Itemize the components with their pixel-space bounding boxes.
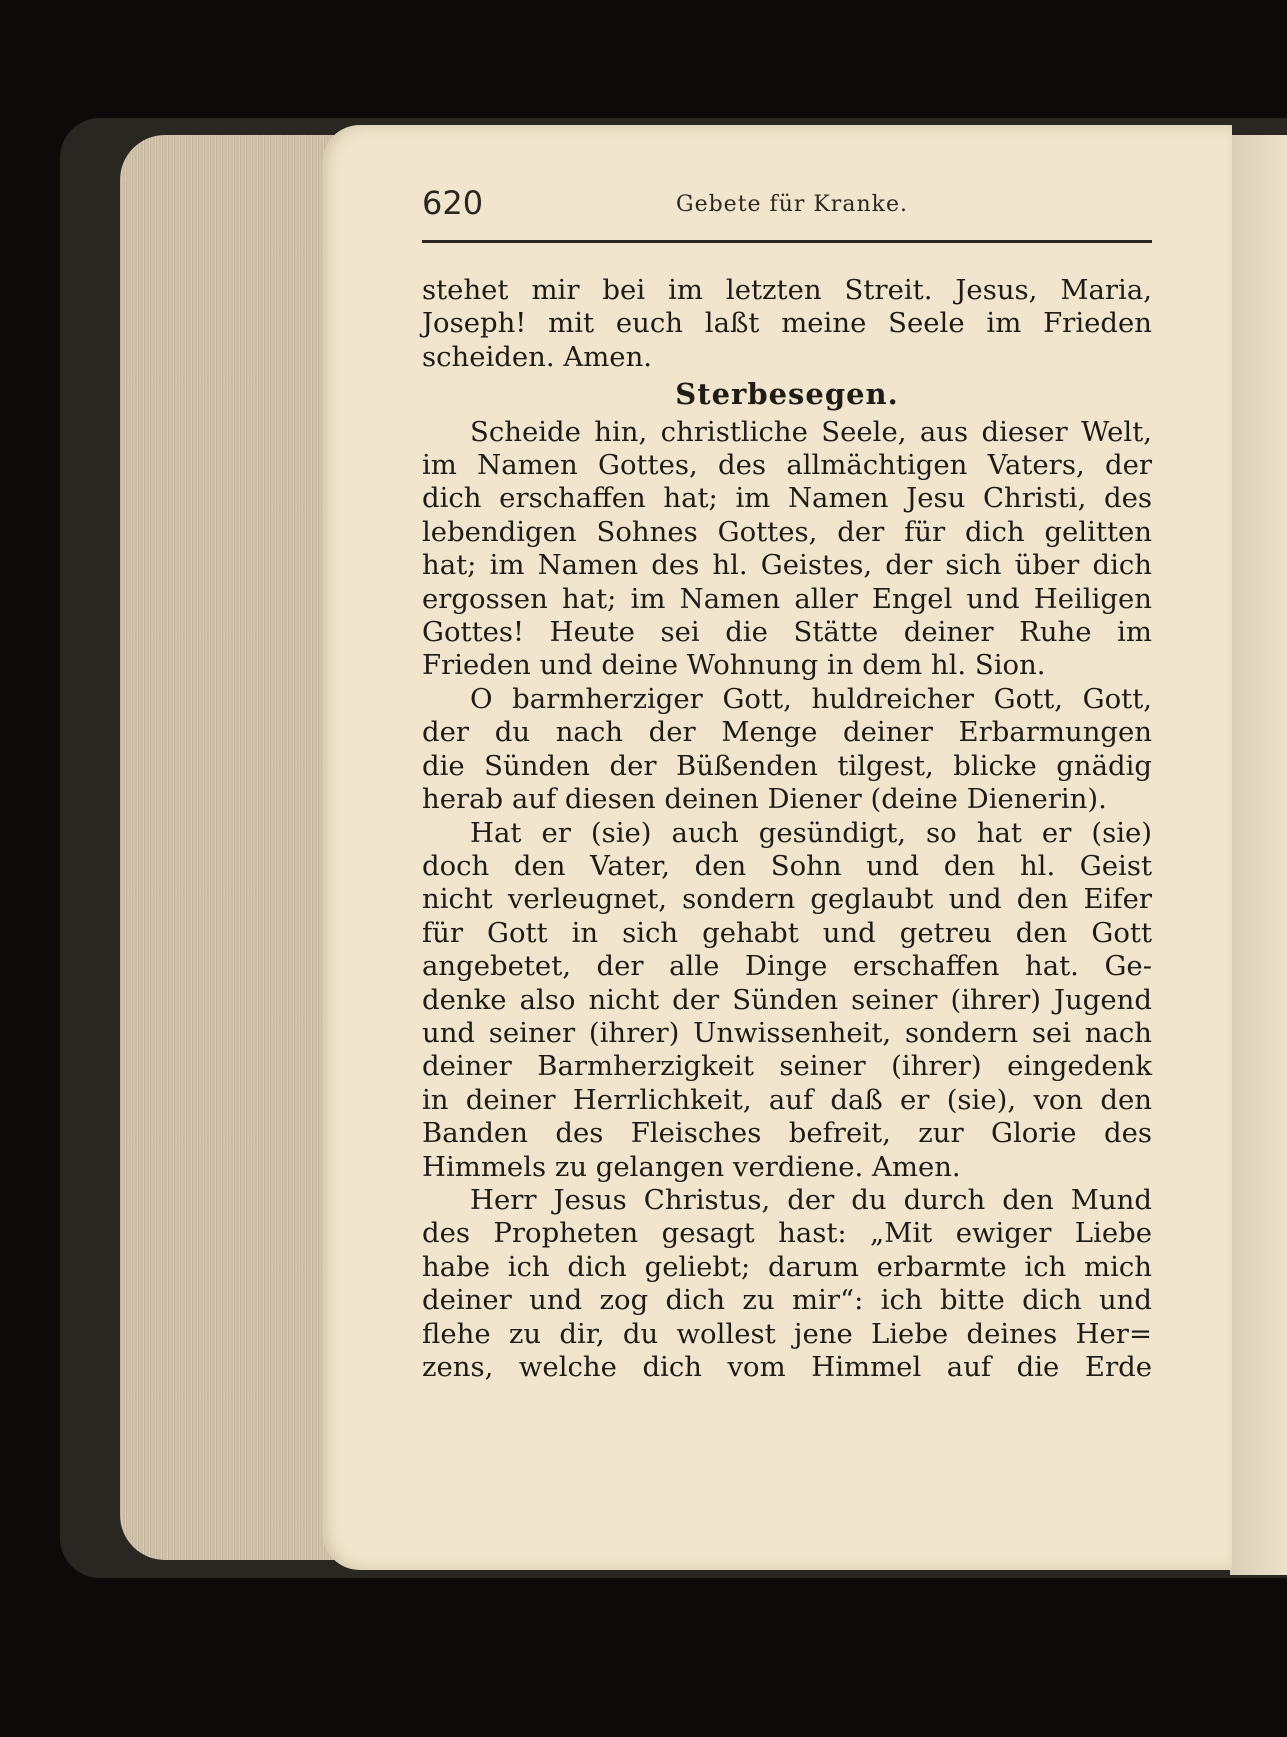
header-rule [422, 240, 1152, 243]
text-line: Frieden und deine Wohnung in dem hl. Sion. [422, 649, 1046, 682]
text-line: O barmherziger Gott, huldreicher Gott, Gott, [470, 682, 1152, 715]
text-line: Hat er (sie) auch gesündigt, so hat er (sie) [470, 816, 1152, 849]
text-line: der du nach der Menge deiner Erbarmungen [422, 716, 1152, 749]
text-line: Herr Jesus Christus, der du durch den Mund [470, 1183, 1152, 1216]
facing-page-edge [1230, 135, 1287, 1575]
text-line: dich erschaffen hat; im Namen Jesu Christi, des [422, 482, 1152, 515]
paragraph-5 [422, 1184, 1152, 1384]
page-number: 620 [422, 184, 484, 222]
text-line: deiner und zog dich zu mir“: ich bitte dich und [422, 1284, 1152, 1317]
page-header [422, 184, 1152, 234]
text-line: zens, welche dich vom Himmel auf die Erde [422, 1351, 1152, 1383]
text-line: in deiner Herrlichkeit, auf daß er (sie), von den [422, 1083, 1152, 1116]
text-line: Gottes! Heute sei die Stätte deiner Ruhe im [422, 616, 1152, 649]
running-title: Gebete für Kranke. [676, 192, 908, 217]
text-line: im Namen Gottes, des allmächtigen Vaters, der [422, 449, 1152, 482]
section-heading: Sterbesegen. [675, 377, 899, 412]
text-line: herab auf diesen deinen Diener (deine Dienerin). [422, 783, 1107, 816]
paragraph-1 [422, 274, 1152, 374]
paragraph-4 [422, 817, 1152, 1184]
text-line: Himmels zu gelangen verdiene. Amen. [422, 1150, 961, 1183]
text-line: Joseph! mit euch laßt meine Seele im Frieden [422, 307, 1152, 340]
paragraph-3 [422, 683, 1152, 817]
text-line: deiner Barmherzigkeit seiner (ihrer) eingedenk [422, 1050, 1152, 1083]
text-line: ergossen hat; im Namen aller Engel und Heiligen [422, 582, 1152, 615]
text-line: hat; im Namen des hl. Geistes, der sich über dich [422, 549, 1152, 582]
text-line: lebendigen Sohnes Gottes, der für dich gelitten [422, 515, 1152, 548]
page-body [422, 274, 1152, 1384]
text-line: für Gott in sich gehabt und getreu den Gott [422, 916, 1152, 949]
text-line: nicht verleugnet, sondern geglaubt und den Eifer [422, 883, 1152, 916]
text-line: angebetet, der alle Dinge erschaffen hat. Ge- [422, 950, 1152, 983]
text-line: und seiner (ihrer) Unwissenheit, sondern sei nach [422, 1016, 1152, 1049]
text-line: des Propheten gesagt hast: „Mit ewiger Liebe [422, 1217, 1152, 1250]
text-line: habe ich dich geliebt; darum erbarmte ich mich [422, 1250, 1152, 1283]
text-line: doch den Vater, den Sohn und den hl. Geist [422, 849, 1152, 882]
text-line: Scheide hin, christliche Seele, aus dieser Welt, [470, 415, 1152, 448]
text-line: denke also nicht der Sünden seiner (ihrer) Jugend [422, 983, 1152, 1016]
text-line: stehet mir bei im letzten Streit. Jesus, Maria, [422, 274, 1152, 306]
text-line: die Sünden der Büßenden tilgest, blicke gnädig [422, 749, 1152, 782]
text-line: scheiden. Amen. [422, 340, 653, 373]
paragraph-2 [422, 416, 1152, 683]
text-line: Banden des Fleisches befreit, zur Glorie des [422, 1117, 1152, 1150]
text-line: flehe zu dir, du wollest jene Liebe deines Her= [422, 1317, 1152, 1350]
